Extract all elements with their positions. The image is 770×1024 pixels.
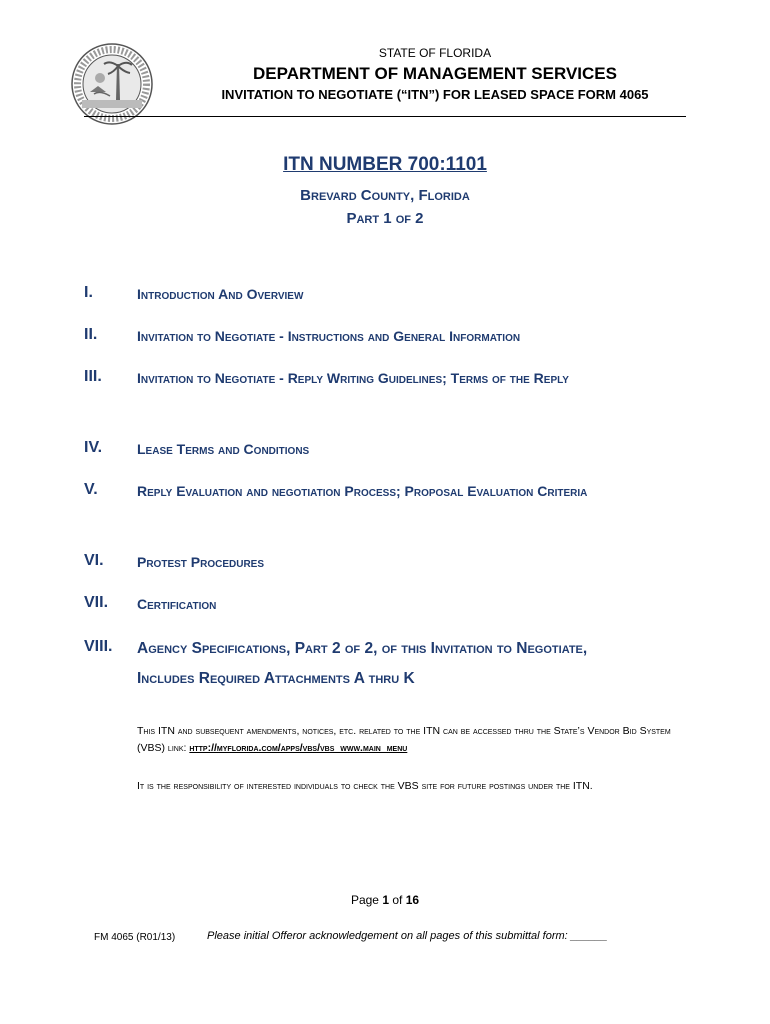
toc-item-7: Certification: [137, 596, 217, 612]
header-department: DEPARTMENT OF MANAGEMENT SERVICES: [253, 64, 617, 83]
page-prefix: Page: [350, 893, 379, 907]
toc-item-1: Introduction And Overview: [137, 286, 304, 302]
responsibility-note: It is the responsibility of interested individuals to check the VBS site for future postings under the ITN.: [137, 780, 593, 792]
page-current: 1: [382, 893, 389, 907]
toc-number-5: V.: [84, 481, 98, 498]
itn-number-text: ITN NUMBER 700:1101: [283, 154, 487, 175]
form-code: FM 4065 (R01/13): [94, 932, 176, 943]
part-subtitle: Part 1 of 2: [346, 210, 424, 227]
toc-item-8: Agency Specifications, Part 2 of 2, of this Invitation to Negotiate, Includes Required Attachments A thru K: [137, 640, 588, 687]
header-form-title: INVITATION TO NEGOTIATE (“ITN”) FOR LEASED SPACE FORM 4065: [221, 87, 649, 102]
toc-number-4: IV.: [84, 439, 103, 456]
toc-item-3: Invitation to Negotiate - Reply Writing Guidelines; Terms of the Reply: [137, 370, 569, 386]
initial-acknowledgement: Please initial Offeror acknowledgement on all pages of this submittal form: ______: [207, 930, 608, 942]
toc-item-2: Invitation to Negotiate - Instructions and General Information: [137, 328, 521, 344]
toc-number-1: I.: [84, 284, 93, 301]
page-of: of: [392, 893, 403, 907]
toc-number-2: II.: [84, 326, 98, 343]
itn-number-title: [0, 154, 770, 176]
county-subtitle: Brevard County, Florida: [300, 187, 470, 204]
toc-number-7: VII.: [84, 594, 109, 611]
toc-number-3: III.: [84, 368, 102, 385]
florida-state-seal: [70, 42, 154, 126]
toc-item-6: Protest Procedures: [137, 554, 265, 570]
page-number: [0, 893, 770, 907]
header-divider: [84, 116, 686, 117]
header-state: STATE OF FLORIDA: [378, 46, 492, 60]
toc-item-5: Reply Evaluation and negotiation Process; Proposal Evaluation Criteria: [137, 483, 588, 499]
page-total: 16: [405, 893, 420, 907]
vbs-access-note: [137, 723, 682, 757]
toc-number-6: VI.: [84, 552, 104, 569]
toc-item-4: Lease Terms and Conditions: [137, 441, 310, 457]
vbs-link[interactable]: http://myflorida.com/apps/vbs/vbs_www.main_menu: [189, 742, 408, 754]
vbs-access-text: This ITN and subsequent amendments, notices, etc. related to the ITN can be accessed thru the State’s Vendor Bid System (VBS) link:: [137, 725, 671, 754]
toc-number-8: VIII.: [84, 638, 113, 655]
